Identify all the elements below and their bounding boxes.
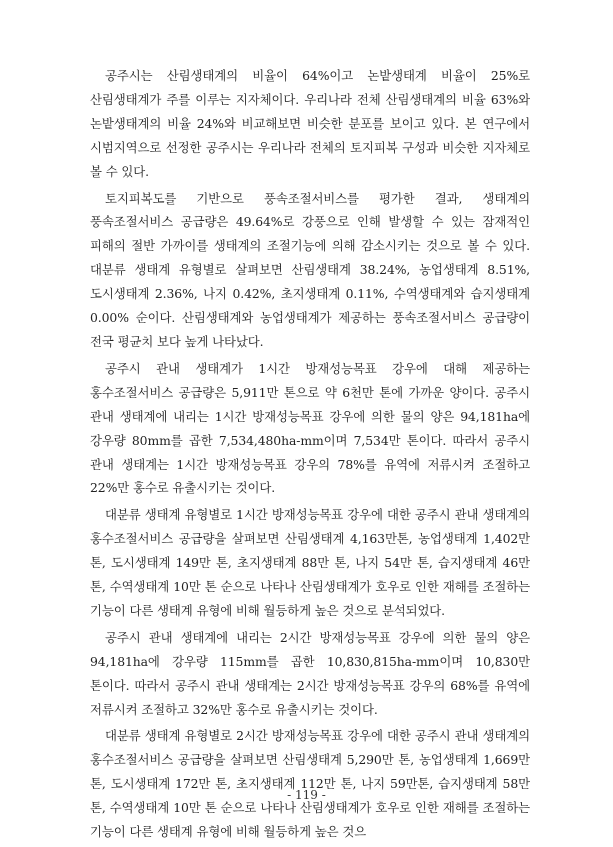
paragraph-flood-by-type-2h: 대분류 생태계 유형별로 2시간 방재성능목표 강우에 대한 공주시 관내 생태계의 홍수조절서비스 공급량을 살펴보면 산림생태계 5,290만 톤, 농업생태계 1,669만 톤, 도시생태계 172만 톤, 초지생태계 112만 톤, 나지 59만톤, 습지생태계 58만 톤, 수역생태계 10만 톤 순으로 나타나 산림생태계가 호우로 인한 재해를 조절하는 기능이 다른 생태계 유형에 비해 월등하게 높은 것으 [90,728,530,840]
paragraph-flood-by-type-1h: 대분류 생태계 유형별로 1시간 방재성능목표 강우에 대한 공주시 관내 생태계의 홍수조절서비스 공급량을 살펴보면 산림생태계 4,163만톤, 농업생태계 1,402만 톤, 도시생태계 149만 톤, 초지생태계 88만 톤, 나지 54만 톤, 습지생태계 46만 톤, 수역생태계 10만 톤 순으로 나타나 산림생태계가 호우로 인한 재해를 조절하는 기능이 다른 생태계 유형에 비해 월등하게 높은 것으로 분석되었다. [90,507,530,618]
paragraph-land-cover: 공주시는 산림생태계의 비율이 64%이고 논밭생태계 비율이 25%로 산림생태계가 주를 이루는 지자체이다. 우리나라 전체 산림생태계의 비율 63%와 논밭생태계의 비율 24%와 비교해보면 비슷한 분포를 보이고 있다. 본 연구에서 시범지역으로 선정한 공주시는 우리나라 전체의 토지피복 구성과 비슷한 지자체로 볼 수 있다. [90,68,530,179]
paragraph-flood-control-1h: 공주시 관내 생태계가 1시간 방재성능목표 강우에 대해 제공하는 홍수조절서비스 공급량은 5,911만 톤으로 약 6천만 톤에 가까운 양이다. 공주시 관내 생태계에 내리는 1시간 방재성능목표 강우에 의한 물의 양은 94,181ha에 강우량 80mm를 곱한 7,534,480ha-mm이며 7,534만 톤이다. 따라서 공주시 관내 생태계는 1시간 방재성능목표 강우의 78%를 유역에 저류시켜 조절하고 22%만 홍수로 유출시키는 것이다. [90,360,530,496]
page-number: - 119 - [287,788,326,802]
paragraph-wind-control: 토지피복도를 기반으로 풍속조절서비스를 평가한 결과, 생태계의 풍속조절서비스 공급량은 49.64%로 강풍으로 인해 발생할 수 있는 잠재적인 피해의 절반 가까이를 생태계의 조절기능에 의해 감소시키는 것으로 볼 수 있다. 대분류 생태계 유형별로 살펴보면 산림생태계 38.24%, 농업생태계 8.51%, 도시생태계 2.36%, 나지 0.42%, 초지생태계 0.11%, 수역생태계와 습지생태계 0.00% 순이다. 산림생태계와 농업생태계가 제공하는 풍속조절서비스 공급량이 전국 평균치 보다 높게 나타났다. [90,190,530,349]
document-body [90,64,530,847]
paragraph-flood-control-2h: 공주시 관내 생태계에 내리는 2시간 방재성능목표 강우에 의한 물의 양은 94,181ha에 강우량 115mm를 곱한 10,830,815ha-mm이며 10,830만 톤이다. 따라서 공주시 관내 생태계는 2시간 방재성능목표 강우의 68%를 유역에 저류시켜 조절하고 32%만 홍수로 유출시키는 것이다. [90,629,530,717]
